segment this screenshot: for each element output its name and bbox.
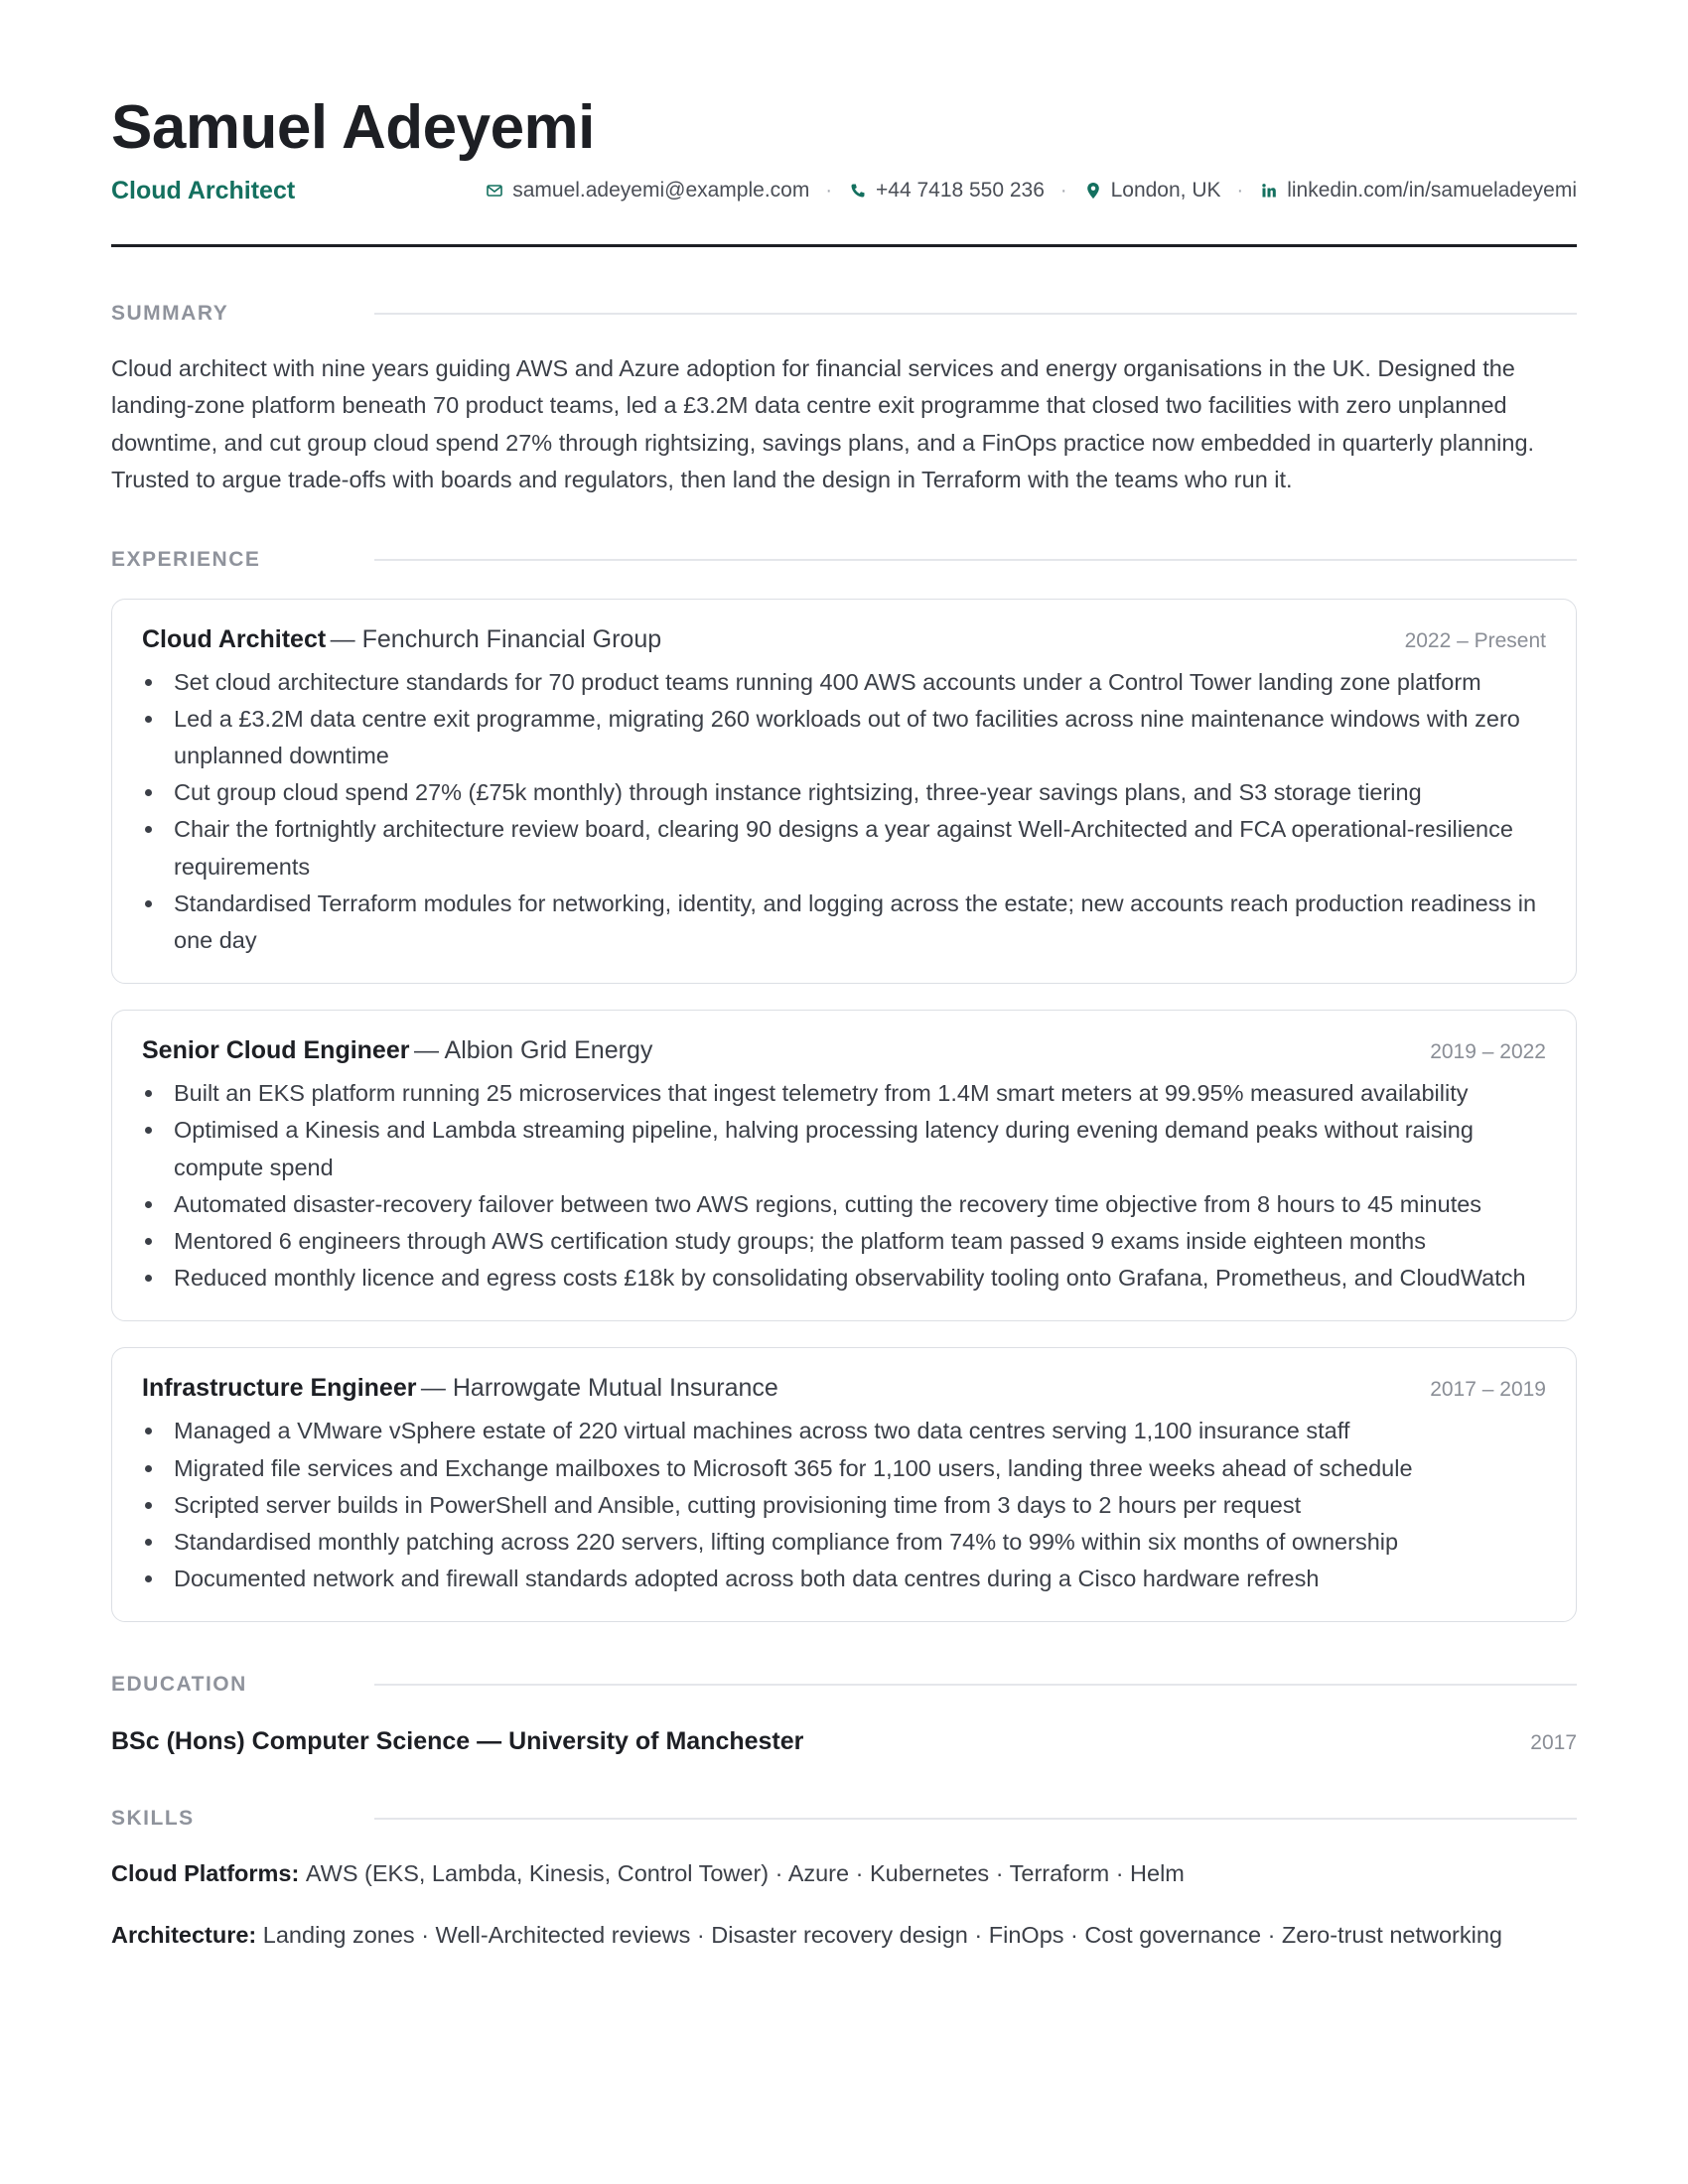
skill-items: AWS (EKS, Lambda, Kinesis, Control Tower) · Azure · Kubernetes · Terraform · Helm bbox=[305, 1860, 1185, 1887]
summary-text: Cloud architect with nine years guiding AWS and Azure adoption for financial services and energy organisations in the UK. Designed the landing-zone platform beneath 70 product teams, led a £3.2M data centre exit programme that closed two facilities with zero unplanned downtime, and cut group cloud spend 27% through rightsizing, savings plans, and a FinOps practice now embedded in quarterly planning. Trusted to argue trade-offs with boards and regulators, then land the design in Terraform with the teams who run it. bbox=[111, 355, 1535, 493]
job-company: Fenchurch Financial Group bbox=[361, 624, 662, 653]
job-dash: — bbox=[330, 624, 362, 653]
job-dates: 2022 – Present bbox=[1404, 628, 1546, 652]
section-divider bbox=[374, 1684, 1577, 1686]
job-bullet: Automated disaster-recovery failover between two AWS regions, cutting the recovery time objective from 8 hours to 45 minutes bbox=[142, 1186, 1546, 1223]
job-header bbox=[142, 1036, 1546, 1065]
experience-heading: EXPERIENCE bbox=[111, 547, 261, 571]
job-company: Albion Grid Energy bbox=[444, 1036, 653, 1065]
contact-linkedin-text: linkedin.com/in/samueladeyemi bbox=[1287, 179, 1577, 202]
job-bullet: Led a £3.2M data centre exit programme, migrating 260 workloads out of two facilities across nine maintenance windows with zero unplanned downtime bbox=[142, 701, 1546, 774]
job-bullet-list bbox=[142, 1075, 1546, 1297]
job-card-fenchurch bbox=[111, 599, 1577, 985]
email-icon bbox=[485, 181, 504, 201]
contact-separator: · bbox=[1059, 179, 1067, 202]
contact-phone-text: +44 7418 550 236 bbox=[876, 179, 1045, 202]
location-pin-icon bbox=[1083, 181, 1103, 201]
job-title: Infrastructure Engineer bbox=[142, 1374, 417, 1403]
contact-location-text: London, UK bbox=[1110, 179, 1221, 202]
contact-list bbox=[485, 179, 1577, 203]
job-bullet-list bbox=[142, 664, 1546, 960]
candidate-name: Samuel Adeyemi bbox=[111, 93, 595, 162]
education-section-header bbox=[111, 1672, 1577, 1698]
job-bullet: Reduced monthly licence and egress costs £18k by consolidating observability tooling onto Grafana, Prometheus, and CloudWatch bbox=[142, 1260, 1546, 1297]
job-bullet: Chair the fortnightly architecture review board, clearing 90 designs a year against Well-Architected and FCA operational-resilience requirements bbox=[142, 811, 1546, 885]
experience-section-header bbox=[111, 547, 1577, 573]
job-header bbox=[142, 1374, 1546, 1403]
job-bullet: Set cloud architecture standards for 70 product teams running 400 AWS accounts under a Control Tower landing zone platform bbox=[142, 664, 1546, 701]
skills-section-header bbox=[111, 1806, 1577, 1832]
header-row bbox=[111, 173, 1577, 208]
job-bullet: Built an EKS platform running 25 microservices that ingest telemetry from 1.4M smart meters at 99.95% measured availability bbox=[142, 1075, 1546, 1112]
education-entry bbox=[111, 1727, 1577, 1756]
skill-row-cloud-platforms bbox=[111, 1855, 1577, 1892]
phone-icon bbox=[848, 181, 868, 201]
contact-separator: · bbox=[1236, 179, 1244, 202]
skill-items: Landing zones · Well-Architected reviews · Disaster recovery design · FinOps · Cost governance · Zero-trust networking bbox=[262, 1921, 1502, 1948]
section-divider bbox=[374, 313, 1577, 315]
contact-linkedin[interactable] bbox=[1259, 179, 1577, 203]
contact-separator: · bbox=[825, 179, 832, 202]
job-bullet: Standardised Terraform modules for networking, identity, and logging across the estate; new accounts reach production readiness in one day bbox=[142, 886, 1546, 959]
summary-heading: SUMMARY bbox=[111, 302, 229, 325]
job-dates: 2019 – 2022 bbox=[1430, 1040, 1546, 1064]
education-heading: EDUCATION bbox=[111, 1673, 247, 1697]
job-bullet: Managed a VMware vSphere estate of 220 virtual machines across two data centres serving 1,100 insurance staff bbox=[142, 1413, 1546, 1449]
contact-phone[interactable] bbox=[848, 179, 1045, 203]
skills-heading: SKILLS bbox=[111, 1807, 195, 1831]
contact-email[interactable] bbox=[485, 179, 809, 203]
job-bullet: Cut group cloud spend 27% (£75k monthly) through instance rightsizing, three-year savings plans, and S3 storage tiering bbox=[142, 774, 1546, 811]
education-degree: BSc (Hons) Computer Science — University of Manchester bbox=[111, 1727, 804, 1756]
job-card-harrowgate bbox=[111, 1347, 1577, 1622]
linkedin-icon bbox=[1259, 181, 1279, 201]
job-bullet-list bbox=[142, 1413, 1546, 1597]
job-title: Cloud Architect bbox=[142, 624, 327, 653]
skill-category: Architecture: bbox=[111, 1921, 263, 1948]
job-dates: 2017 – 2019 bbox=[1430, 1378, 1546, 1402]
header-divider bbox=[111, 244, 1577, 247]
job-card-albion bbox=[111, 1010, 1577, 1321]
skill-row-architecture bbox=[111, 1917, 1577, 1954]
job-role-title: Cloud Architect bbox=[111, 176, 296, 205]
contact-email-text: samuel.adeyemi@example.com bbox=[512, 179, 810, 202]
section-divider bbox=[374, 1818, 1577, 1820]
job-bullet: Migrated file services and Exchange mailboxes to Microsoft 365 for 1,100 users, landing three weeks ahead of schedule bbox=[142, 1450, 1546, 1487]
job-title: Senior Cloud Engineer bbox=[142, 1036, 410, 1065]
job-bullet: Documented network and firewall standards adopted across both data centres during a Cisco hardware refresh bbox=[142, 1561, 1546, 1597]
education-year: 2017 bbox=[1530, 1731, 1577, 1755]
job-bullet: Standardised monthly patching across 220 servers, lifting compliance from 74% to 99% within six months of ownership bbox=[142, 1524, 1546, 1561]
job-bullet: Optimised a Kinesis and Lambda streaming pipeline, halving processing latency during evening demand peaks without raising compute spend bbox=[142, 1112, 1546, 1185]
summary-section-header bbox=[111, 301, 1577, 327]
skill-category: Cloud Platforms: bbox=[111, 1860, 306, 1887]
job-dash: — bbox=[413, 1036, 445, 1065]
job-company: Harrowgate Mutual Insurance bbox=[452, 1374, 778, 1403]
job-bullet: Mentored 6 engineers through AWS certification study groups; the platform team passed 9 exams inside eighteen months bbox=[142, 1223, 1546, 1260]
job-header bbox=[142, 625, 1546, 654]
resume-content bbox=[111, 91, 1577, 1954]
job-dash: — bbox=[420, 1374, 453, 1403]
job-bullet: Scripted server builds in PowerShell and Ansible, cutting provisioning time from 3 days to 2 hours per request bbox=[142, 1487, 1546, 1524]
contact-location bbox=[1083, 179, 1221, 203]
section-divider bbox=[374, 559, 1577, 561]
